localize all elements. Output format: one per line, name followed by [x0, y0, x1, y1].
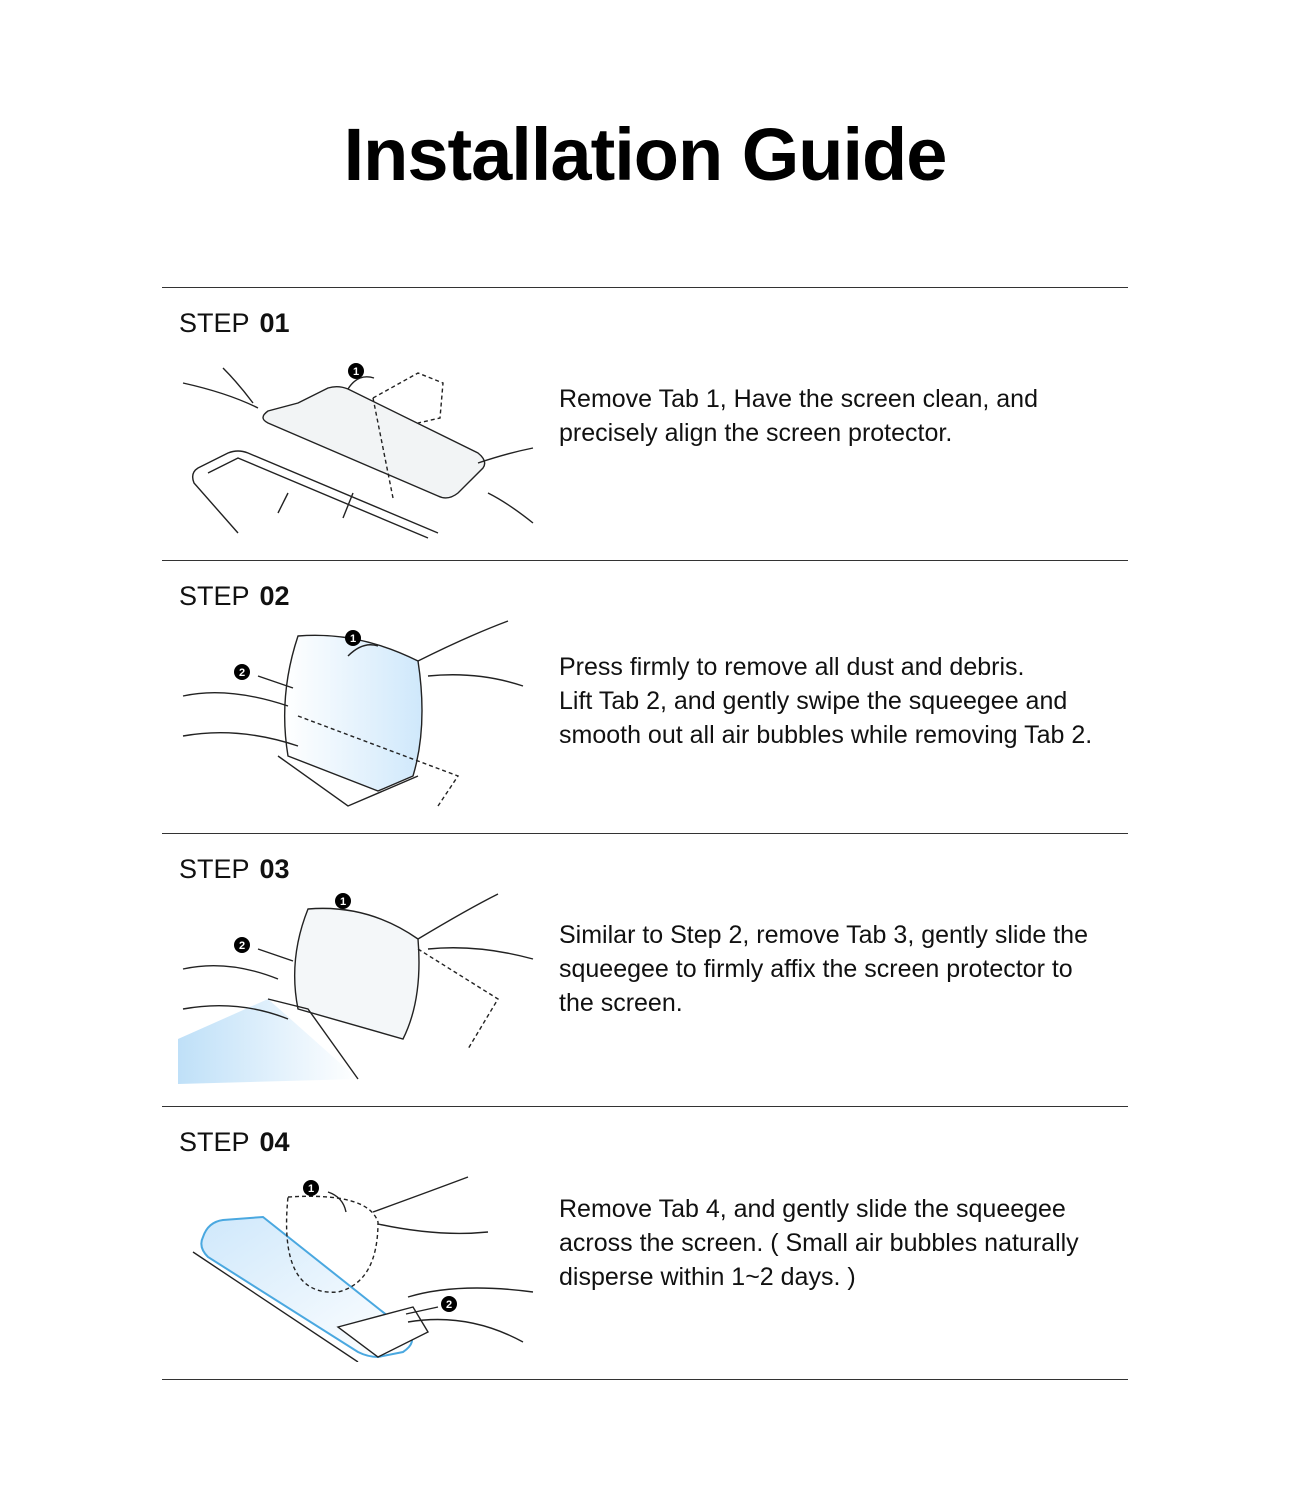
- desc-line: Press firmly to remove all dust and debris.: [559, 653, 1025, 681]
- step-word: STEP: [179, 854, 250, 884]
- desc-line: squeegee to firmly affix the screen protector to: [559, 955, 1073, 983]
- desc-line: Remove Tab 1, Have the screen clean, and: [559, 385, 1038, 413]
- step-02-section: [162, 561, 1128, 833]
- step-01-section: [162, 288, 1128, 560]
- step-04-illustration: [178, 1162, 538, 1362]
- step-label: [179, 854, 290, 885]
- svg-text:2: 2: [445, 1299, 453, 1311]
- desc-line: Similar to Step 2, remove Tab 3, gently slide the: [559, 921, 1088, 949]
- step-label: [179, 581, 290, 612]
- step-number: 02: [259, 581, 290, 611]
- step-03-description: [559, 918, 1129, 1020]
- desc-line: Remove Tab 4, and gently slide the squeegee: [559, 1195, 1066, 1223]
- step-03-section: [162, 834, 1128, 1106]
- step-01-description: [559, 382, 1129, 450]
- svg-text:1: 1: [349, 633, 357, 645]
- svg-text:1: 1: [339, 896, 347, 908]
- step-label: [179, 1127, 290, 1158]
- page-title: Installation Guide: [343, 113, 947, 196]
- svg-text:1: 1: [307, 1183, 315, 1195]
- step-03-illustration: [178, 889, 538, 1089]
- step-04-section: [162, 1107, 1128, 1379]
- step-number: 03: [259, 854, 290, 884]
- desc-line: across the screen. ( Small air bubbles naturally: [559, 1229, 1079, 1257]
- step-02-illustration: [178, 616, 538, 816]
- desc-line: Lift Tab 2, and gently swipe the squeegee and: [559, 687, 1068, 715]
- desc-line: the screen.: [559, 989, 683, 1017]
- desc-line: precisely align the screen protector.: [559, 419, 953, 447]
- step-number: 01: [259, 308, 290, 338]
- divider: [162, 1379, 1128, 1380]
- step-01-illustration: [178, 343, 538, 543]
- step-word: STEP: [179, 308, 250, 338]
- step-number: 04: [259, 1127, 290, 1157]
- svg-text:2: 2: [238, 940, 246, 952]
- svg-text:2: 2: [238, 667, 246, 679]
- step-02-description: [559, 650, 1129, 752]
- svg-text:1: 1: [352, 366, 360, 378]
- step-word: STEP: [179, 581, 250, 611]
- desc-line: smooth out all air bubbles while removing Tab 2.: [559, 721, 1093, 749]
- desc-line: disperse within 1~2 days. ): [559, 1263, 856, 1291]
- step-word: STEP: [179, 1127, 250, 1157]
- step-04-description: [559, 1192, 1129, 1294]
- step-label: [179, 308, 290, 339]
